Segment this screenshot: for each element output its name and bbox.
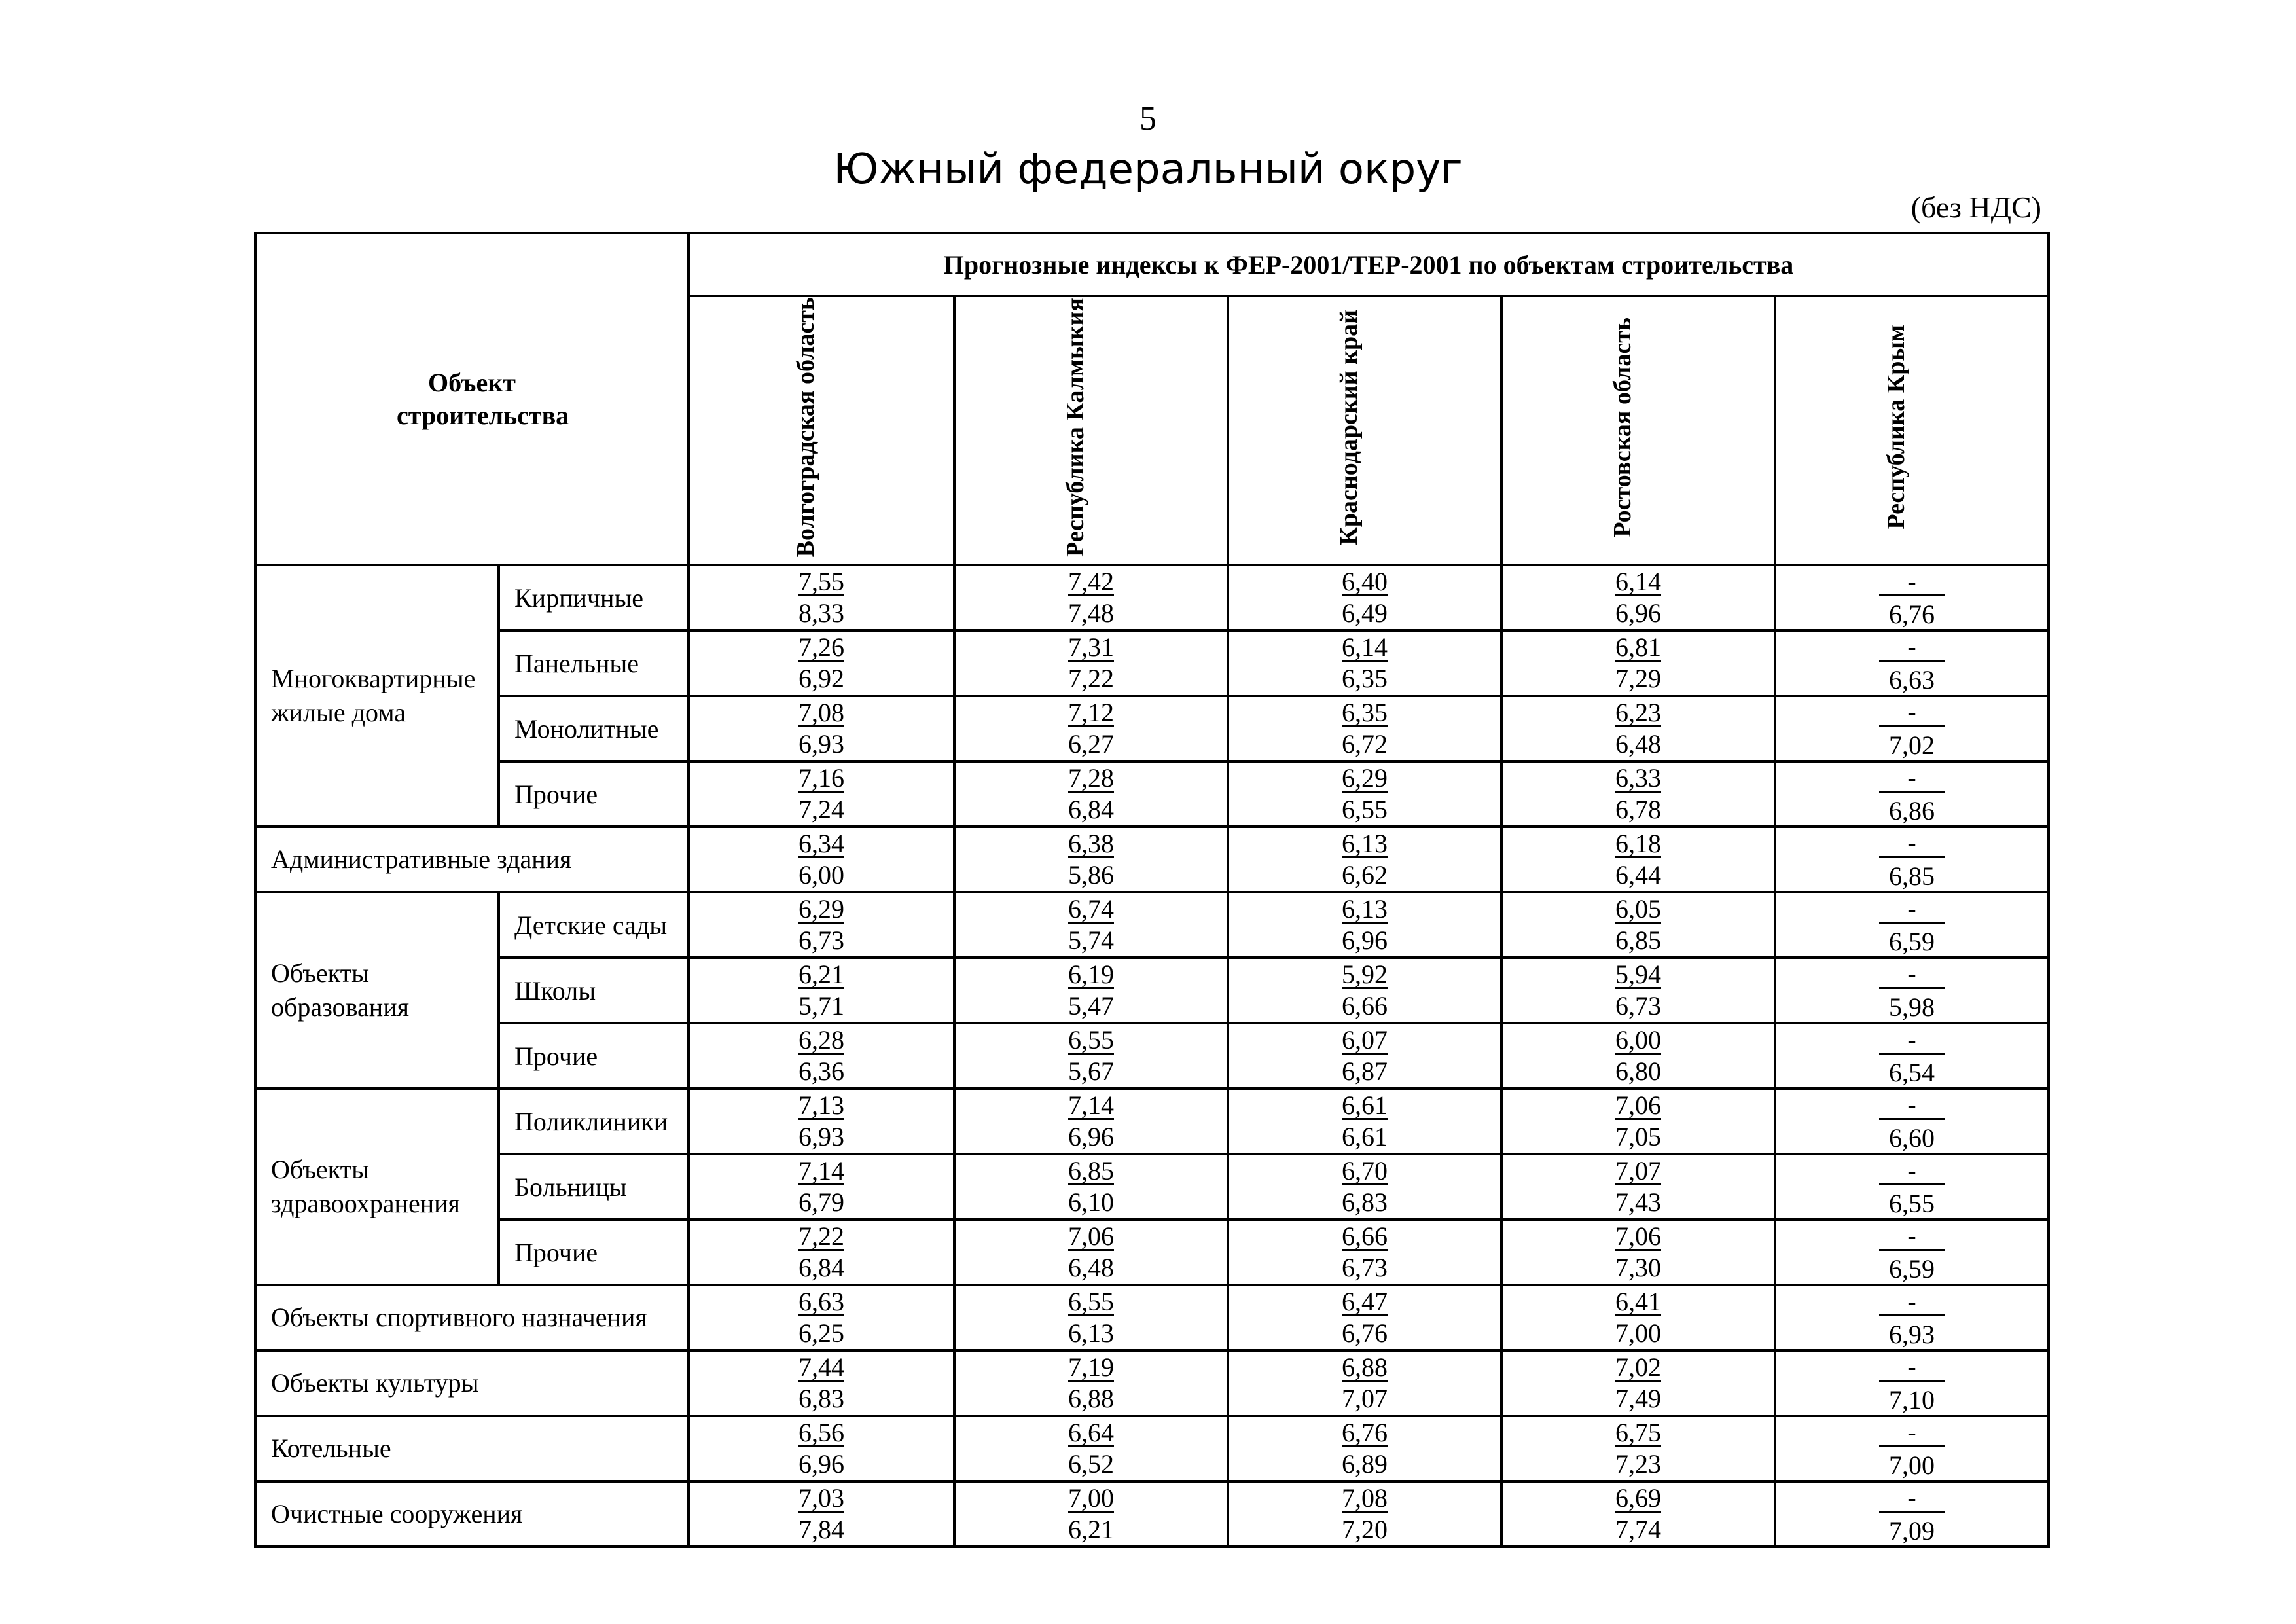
index-value-bottom: 6,48 xyxy=(1068,1253,1114,1283)
row-label: Объекты спортивного назначения xyxy=(255,1285,689,1350)
index-cell xyxy=(954,696,1228,761)
index-value-bottom: 6,86 xyxy=(1889,795,1935,825)
index-value-bottom: 6,73 xyxy=(1615,991,1661,1021)
index-value-bottom: 6,00 xyxy=(798,860,844,890)
index-cell xyxy=(954,1219,1228,1285)
index-value-top: 6,63 xyxy=(798,1287,844,1317)
row-label: Объекты культуры xyxy=(255,1350,689,1416)
index-cell xyxy=(689,827,954,892)
index-cell xyxy=(1501,1416,1775,1481)
index-value-top: 7,19 xyxy=(1068,1352,1114,1382)
index-value-bottom: 7,48 xyxy=(1068,598,1114,628)
index-value-top: 7,44 xyxy=(798,1352,844,1382)
index-cell xyxy=(1775,761,2049,827)
index-cell xyxy=(1501,892,1775,958)
index-value-top: 6,69 xyxy=(1615,1483,1661,1513)
index-value-top: - xyxy=(1879,1419,1945,1447)
index-cell xyxy=(954,1481,1228,1547)
index-value-top: 7,28 xyxy=(1068,763,1114,793)
index-cell xyxy=(1775,1350,2049,1416)
index-value-bottom: 6,96 xyxy=(1342,926,1388,956)
index-value-top: 6,35 xyxy=(1342,698,1388,728)
index-value-top: 7,55 xyxy=(798,567,844,597)
index-value-bottom: 6,27 xyxy=(1068,729,1114,759)
index-value-bottom: 6,72 xyxy=(1342,729,1388,759)
row-label: Административные здания xyxy=(255,827,689,892)
index-value-bottom: 8,33 xyxy=(798,598,844,628)
index-value-top: 6,74 xyxy=(1068,894,1114,924)
index-cell xyxy=(689,630,954,696)
index-value-bottom: 6,60 xyxy=(1889,1123,1935,1153)
row-label: Прочие xyxy=(499,1219,689,1285)
index-cell xyxy=(1228,958,1501,1023)
index-value-top: 7,13 xyxy=(798,1091,844,1121)
index-value-top: - xyxy=(1879,1485,1945,1513)
index-cell xyxy=(1501,696,1775,761)
index-value-top: 6,14 xyxy=(1342,632,1388,662)
index-value-bottom: 6,73 xyxy=(1342,1253,1388,1283)
index-cell xyxy=(1775,1089,2049,1154)
index-cell xyxy=(1775,630,2049,696)
index-value-top: - xyxy=(1879,1223,1945,1251)
index-cell xyxy=(954,1023,1228,1089)
row-label: Монолитные xyxy=(499,696,689,761)
table-row xyxy=(255,1350,2049,1416)
index-cell xyxy=(1501,1481,1775,1547)
index-cell xyxy=(689,1219,954,1285)
index-value-top: 7,07 xyxy=(1615,1156,1661,1186)
index-table xyxy=(254,232,2050,1548)
row-label: Поликлиники xyxy=(499,1089,689,1154)
index-value-top: 6,47 xyxy=(1342,1287,1388,1317)
region-header xyxy=(954,296,1228,565)
index-value-top: - xyxy=(1879,830,1945,858)
index-cell xyxy=(1775,958,2049,1023)
region-header xyxy=(1228,296,1501,565)
index-value-top: 6,23 xyxy=(1615,698,1661,728)
index-value-bottom: 7,23 xyxy=(1615,1449,1661,1479)
index-value-top: 6,76 xyxy=(1342,1418,1388,1448)
region-volgograd: Волгоградская область xyxy=(792,297,819,558)
index-value-bottom: 5,67 xyxy=(1068,1056,1114,1087)
index-value-top: 5,94 xyxy=(1615,960,1661,990)
object-header xyxy=(255,233,689,565)
index-value-bottom: 6,93 xyxy=(798,1122,844,1152)
index-cell xyxy=(689,1023,954,1089)
index-value-bottom: 6,52 xyxy=(1068,1449,1114,1479)
region-header xyxy=(689,296,954,565)
index-value-top: 6,29 xyxy=(798,894,844,924)
table-row xyxy=(255,1481,2049,1547)
index-value-top: 6,18 xyxy=(1615,829,1661,859)
index-value-bottom: 6,55 xyxy=(1889,1188,1935,1218)
index-value-top: - xyxy=(1879,699,1945,727)
index-value-bottom: 6,93 xyxy=(1889,1319,1935,1349)
index-value-top: 6,55 xyxy=(1068,1025,1114,1055)
index-value-bottom: 6,59 xyxy=(1889,1254,1935,1284)
index-cell xyxy=(1775,1416,2049,1481)
index-value-bottom: 6,35 xyxy=(1342,664,1388,694)
index-cell xyxy=(1228,630,1501,696)
index-cell xyxy=(689,1416,954,1481)
index-cell xyxy=(689,1285,954,1350)
index-value-bottom: 6,54 xyxy=(1889,1057,1935,1087)
row-label: Детские сады xyxy=(499,892,689,958)
index-cell xyxy=(954,892,1228,958)
index-value-bottom: 7,43 xyxy=(1615,1187,1661,1218)
index-value-top: 6,07 xyxy=(1342,1025,1388,1055)
index-value-bottom: 6,84 xyxy=(1068,795,1114,825)
table-row xyxy=(255,827,2049,892)
table-row xyxy=(255,565,2049,630)
index-value-top: 6,19 xyxy=(1068,960,1114,990)
row-label: Прочие xyxy=(499,1023,689,1089)
row-label: Кирпичные xyxy=(499,565,689,630)
row-label: Котельные xyxy=(255,1416,689,1481)
region-crimea: Республика Крым xyxy=(1882,325,1910,530)
index-value-bottom: 6,21 xyxy=(1068,1515,1114,1545)
index-value-top: 7,22 xyxy=(798,1221,844,1252)
index-value-top: 5,92 xyxy=(1342,960,1388,990)
index-value-bottom: 6,61 xyxy=(1342,1122,1388,1152)
index-value-top: 6,66 xyxy=(1342,1221,1388,1252)
index-cell xyxy=(1228,696,1501,761)
index-value-bottom: 7,20 xyxy=(1342,1515,1388,1545)
index-value-bottom: 6,49 xyxy=(1342,598,1388,628)
index-cell xyxy=(1501,1219,1775,1285)
index-value-bottom: 6,83 xyxy=(798,1384,844,1414)
index-value-top: 7,03 xyxy=(798,1483,844,1513)
index-cell xyxy=(689,892,954,958)
group-label: Многоквартирные жилые дома xyxy=(255,565,499,827)
index-value-top: 7,02 xyxy=(1615,1352,1661,1382)
row-label: Панельные xyxy=(499,630,689,696)
region-header xyxy=(1775,296,2049,565)
index-value-top: 6,33 xyxy=(1615,763,1661,793)
index-value-top: - xyxy=(1879,1157,1945,1185)
row-label: Больницы xyxy=(499,1154,689,1219)
index-value-top: 6,88 xyxy=(1342,1352,1388,1382)
index-cell xyxy=(689,1089,954,1154)
index-cell xyxy=(1501,1089,1775,1154)
index-value-bottom: 5,74 xyxy=(1068,926,1114,956)
index-value-bottom: 7,09 xyxy=(1889,1515,1935,1545)
index-value-bottom: 6,96 xyxy=(798,1449,844,1479)
region-rostov: Ростовская область xyxy=(1609,317,1636,537)
index-value-bottom: 6,87 xyxy=(1342,1056,1388,1087)
index-value-bottom: 6,80 xyxy=(1615,1056,1661,1087)
index-value-top: 6,55 xyxy=(1068,1287,1114,1317)
table-row xyxy=(255,958,2049,1023)
table-row xyxy=(255,1154,2049,1219)
index-cell xyxy=(1775,892,2049,958)
index-value-bottom: 7,10 xyxy=(1889,1384,1935,1415)
index-cell xyxy=(1775,565,2049,630)
index-value-top: - xyxy=(1879,765,1945,793)
index-value-bottom: 6,76 xyxy=(1889,599,1935,629)
index-value-top: 6,70 xyxy=(1342,1156,1388,1186)
region-kalmykia: Республика Калмыкия xyxy=(1062,297,1089,557)
index-value-top: - xyxy=(1879,568,1945,596)
index-cell xyxy=(1228,1154,1501,1219)
index-value-top: 7,14 xyxy=(798,1156,844,1186)
index-value-bottom: 6,96 xyxy=(1068,1122,1114,1152)
index-value-top: 6,38 xyxy=(1068,829,1114,859)
index-value-bottom: 7,29 xyxy=(1615,664,1661,694)
index-value-top: 7,08 xyxy=(798,698,844,728)
index-cell xyxy=(689,1350,954,1416)
index-cell xyxy=(1501,1350,1775,1416)
index-value-bottom: 6,84 xyxy=(798,1253,844,1283)
index-value-bottom: 6,88 xyxy=(1068,1384,1114,1414)
index-cell xyxy=(1775,1154,2049,1219)
table-row xyxy=(255,1089,2049,1154)
index-cell xyxy=(1228,1023,1501,1089)
index-value-bottom: 6,85 xyxy=(1615,926,1661,956)
index-value-top: 7,06 xyxy=(1068,1221,1114,1252)
index-cell xyxy=(954,827,1228,892)
index-value-bottom: 6,25 xyxy=(798,1318,844,1348)
index-cell xyxy=(689,1154,954,1219)
index-value-bottom: 6,85 xyxy=(1889,861,1935,891)
index-cell xyxy=(1228,1219,1501,1285)
index-cell xyxy=(954,761,1228,827)
index-value-top: 6,41 xyxy=(1615,1287,1661,1317)
index-value-top: 6,13 xyxy=(1342,829,1388,859)
index-cell xyxy=(1228,1089,1501,1154)
index-value-top: 6,28 xyxy=(798,1025,844,1055)
row-label: Школы xyxy=(499,958,689,1023)
index-value-top: 7,06 xyxy=(1615,1221,1661,1252)
index-cell xyxy=(1775,1023,2049,1089)
index-cell xyxy=(689,958,954,1023)
index-cell xyxy=(1775,1219,2049,1285)
index-value-bottom: 6,89 xyxy=(1342,1449,1388,1479)
index-cell xyxy=(954,1089,1228,1154)
index-value-top: - xyxy=(1879,1026,1945,1055)
index-value-bottom: 5,47 xyxy=(1068,991,1114,1021)
index-value-top: 6,64 xyxy=(1068,1418,1114,1448)
index-value-bottom: 6,93 xyxy=(798,729,844,759)
index-value-top: 6,21 xyxy=(798,960,844,990)
row-label: Очистные сооружения xyxy=(255,1481,689,1547)
index-value-top: 6,05 xyxy=(1615,894,1661,924)
index-value-top: 7,14 xyxy=(1068,1091,1114,1121)
index-cell xyxy=(1228,1416,1501,1481)
vat-note: (без НДС) xyxy=(1910,190,2041,224)
index-value-bottom: 6,13 xyxy=(1068,1318,1114,1348)
index-value-top: 7,31 xyxy=(1068,632,1114,662)
index-value-top: 6,00 xyxy=(1615,1025,1661,1055)
index-value-bottom: 7,05 xyxy=(1615,1122,1661,1152)
index-value-top: 6,61 xyxy=(1342,1091,1388,1121)
index-cell xyxy=(1501,958,1775,1023)
index-value-bottom: 6,79 xyxy=(798,1187,844,1218)
index-value-bottom: 6,78 xyxy=(1615,795,1661,825)
index-value-top: - xyxy=(1879,961,1945,989)
index-value-bottom: 6,76 xyxy=(1342,1318,1388,1348)
index-value-bottom: 7,02 xyxy=(1889,730,1935,760)
group-label: Объекты образования xyxy=(255,892,499,1089)
index-value-top: 6,29 xyxy=(1342,763,1388,793)
index-cell xyxy=(954,1416,1228,1481)
index-cell xyxy=(1775,696,2049,761)
table-row xyxy=(255,1023,2049,1089)
index-value-top: 7,42 xyxy=(1068,567,1114,597)
index-value-bottom: 7,84 xyxy=(798,1515,844,1545)
region-header xyxy=(1501,296,1775,565)
index-cell xyxy=(689,565,954,630)
index-cell xyxy=(1501,1023,1775,1089)
index-cell xyxy=(1775,827,2049,892)
index-value-bottom: 6,96 xyxy=(1615,598,1661,628)
index-cell xyxy=(1228,565,1501,630)
index-value-top: 7,08 xyxy=(1342,1483,1388,1513)
index-value-top: 6,40 xyxy=(1342,567,1388,597)
main-header: Прогнозные индексы к ФЕР-2001/ТЕР-2001 по объектам строительства xyxy=(689,233,2049,296)
index-cell xyxy=(1228,1481,1501,1547)
index-value-top: 6,56 xyxy=(798,1418,844,1448)
index-cell xyxy=(689,761,954,827)
index-value-bottom: 6,83 xyxy=(1342,1187,1388,1218)
index-cell xyxy=(1775,1285,2049,1350)
group-label: Объекты здравоохранения xyxy=(255,1089,499,1285)
index-value-top: - xyxy=(1879,634,1945,662)
index-value-bottom: 6,63 xyxy=(1889,664,1935,695)
index-cell xyxy=(954,1285,1228,1350)
index-value-top: 6,85 xyxy=(1068,1156,1114,1186)
index-value-bottom: 6,44 xyxy=(1615,860,1661,890)
index-value-top: 6,75 xyxy=(1615,1418,1661,1448)
index-value-top: - xyxy=(1879,895,1945,924)
index-value-bottom: 7,00 xyxy=(1615,1318,1661,1348)
index-value-top: 7,16 xyxy=(798,763,844,793)
index-value-bottom: 7,22 xyxy=(1068,664,1114,694)
index-value-bottom: 7,00 xyxy=(1889,1450,1935,1480)
index-cell xyxy=(689,696,954,761)
index-value-top: - xyxy=(1879,1288,1945,1316)
index-cell xyxy=(954,1350,1228,1416)
table-row xyxy=(255,1416,2049,1481)
index-cell xyxy=(1228,1350,1501,1416)
index-value-top: - xyxy=(1879,1092,1945,1120)
table-row xyxy=(255,630,2049,696)
index-value-bottom: 7,30 xyxy=(1615,1253,1661,1283)
region-krasnodar: Краснодарский край xyxy=(1335,309,1363,545)
index-value-top: 7,12 xyxy=(1068,698,1114,728)
page-title: Южный федеральный округ xyxy=(833,145,1463,194)
index-value-bottom: 5,98 xyxy=(1889,992,1935,1022)
index-value-top: 6,13 xyxy=(1342,894,1388,924)
index-value-bottom: 7,49 xyxy=(1615,1384,1661,1414)
table-row xyxy=(255,892,2049,958)
index-value-top: 6,14 xyxy=(1615,567,1661,597)
index-value-top: 7,00 xyxy=(1068,1483,1114,1513)
page-number: 5 xyxy=(1139,100,1157,137)
table-row xyxy=(255,761,2049,827)
row-label: Прочие xyxy=(499,761,689,827)
index-value-bottom: 7,74 xyxy=(1615,1515,1661,1545)
object-header-text: Объект строительства xyxy=(397,367,569,430)
index-cell xyxy=(954,958,1228,1023)
index-cell xyxy=(1501,630,1775,696)
index-value-bottom: 6,36 xyxy=(798,1056,844,1087)
index-value-bottom: 5,71 xyxy=(798,991,844,1021)
table-row xyxy=(255,696,2049,761)
index-value-bottom: 6,59 xyxy=(1889,926,1935,956)
index-cell xyxy=(1228,892,1501,958)
index-value-bottom: 7,24 xyxy=(798,795,844,825)
index-cell xyxy=(1228,1285,1501,1350)
index-value-top: - xyxy=(1879,1354,1945,1382)
table-row xyxy=(255,1219,2049,1285)
index-cell xyxy=(1228,761,1501,827)
index-cell xyxy=(1228,827,1501,892)
index-value-bottom: 6,10 xyxy=(1068,1187,1114,1218)
index-cell xyxy=(954,565,1228,630)
index-cell xyxy=(954,1154,1228,1219)
index-value-bottom: 6,73 xyxy=(798,926,844,956)
index-value-top: 7,06 xyxy=(1615,1091,1661,1121)
index-value-top: 6,34 xyxy=(798,829,844,859)
index-value-bottom: 6,55 xyxy=(1342,795,1388,825)
index-cell xyxy=(1501,1154,1775,1219)
index-cell xyxy=(689,1481,954,1547)
index-value-bottom: 6,48 xyxy=(1615,729,1661,759)
index-cell xyxy=(1501,1285,1775,1350)
index-value-top: 6,81 xyxy=(1615,632,1661,662)
index-value-top: 7,26 xyxy=(798,632,844,662)
index-value-bottom: 7,07 xyxy=(1342,1384,1388,1414)
index-cell xyxy=(954,630,1228,696)
index-cell xyxy=(1501,761,1775,827)
index-value-bottom: 6,92 xyxy=(798,664,844,694)
index-value-bottom: 6,66 xyxy=(1342,991,1388,1021)
index-cell xyxy=(1775,1481,2049,1547)
table-row xyxy=(255,1285,2049,1350)
index-cell xyxy=(1501,565,1775,630)
index-value-bottom: 5,86 xyxy=(1068,860,1114,890)
index-cell xyxy=(1501,827,1775,892)
index-value-bottom: 6,62 xyxy=(1342,860,1388,890)
